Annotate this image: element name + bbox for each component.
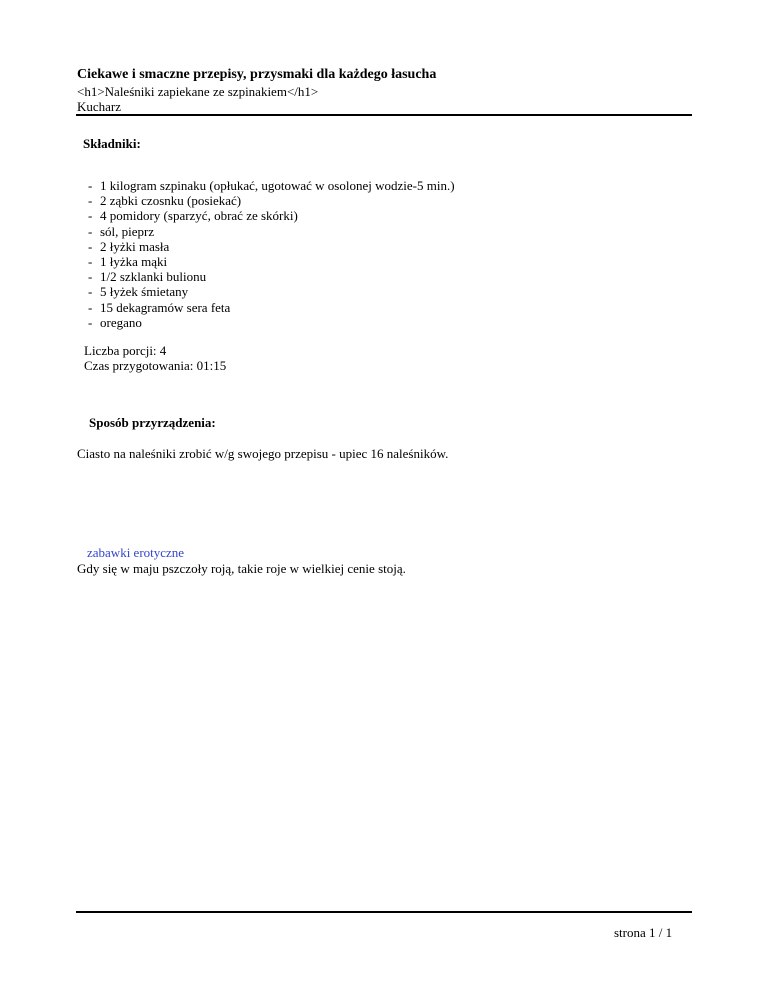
bullet-dash: - (88, 253, 93, 269)
list-item (88, 254, 455, 269)
ingredient-text: 1/2 szklanki bulionu (100, 269, 207, 285)
method-text: Ciasto na naleśniki zrobić w/g swojego przepisu - upiec 16 naleśników. (77, 446, 449, 461)
site-title: Ciekawe i smaczne przepisy, przysmaki dla każdego łasucha (77, 67, 437, 82)
bullet-dash: - (88, 178, 93, 193)
ingredient-text: oregano (100, 314, 142, 330)
footer-divider (76, 911, 692, 913)
page-subtitle: <h1>Naleśniki zapiekane ze szpinakiem</h1> (77, 84, 319, 99)
bullet-dash: - (88, 208, 93, 224)
bullet-dash: - (88, 193, 93, 209)
prep-time-text: Czas przygotowania: 01:15 (84, 358, 227, 373)
ingredient-text: 2 łyżki masła (100, 238, 170, 254)
ingredients-list (88, 178, 455, 330)
list-item (88, 315, 455, 330)
list-item (88, 193, 455, 208)
list-item (88, 208, 455, 223)
list-item (88, 284, 455, 299)
method-heading: Sposób przyrządzenia: (89, 415, 216, 430)
author-label: Kucharz (77, 99, 122, 114)
proverb-text: Gdy się w maju pszczoły roją, takie roje w wielkiej cenie stoją. (77, 561, 406, 576)
ingredient-text: sól, pieprz (100, 223, 155, 239)
ingredient-text: 1 kilogram szpinaku (opłukać, ugotować w osolonej wodzie-5 min.) (100, 178, 455, 193)
list-item (88, 239, 455, 254)
bullet-dash: - (88, 299, 93, 315)
list-item (88, 224, 455, 239)
servings-text: Liczba porcji: 4 (84, 343, 167, 358)
ingredient-text: 2 ząbki czosnku (posiekać) (100, 193, 242, 209)
bullet-dash: - (88, 269, 93, 285)
bullet-dash: - (88, 238, 93, 254)
promo-link[interactable]: zabawki erotyczne (87, 545, 185, 560)
ingredient-text: 1 łyżka mąki (100, 253, 168, 269)
page-number: strona 1 / 1 (614, 925, 673, 940)
bullet-dash: - (88, 314, 93, 330)
ingredient-text: 15 dekagramów sera feta (100, 299, 231, 315)
list-item (88, 178, 455, 193)
ingredients-heading: Składniki: (83, 136, 141, 151)
ingredient-text: 5 łyżek śmietany (100, 284, 189, 300)
header-divider (76, 114, 692, 116)
bullet-dash: - (88, 223, 93, 239)
bullet-dash: - (88, 284, 93, 300)
list-item (88, 300, 455, 315)
list-item (88, 269, 455, 284)
ingredient-text: 4 pomidory (sparzyć, obrać ze skórki) (100, 208, 298, 224)
